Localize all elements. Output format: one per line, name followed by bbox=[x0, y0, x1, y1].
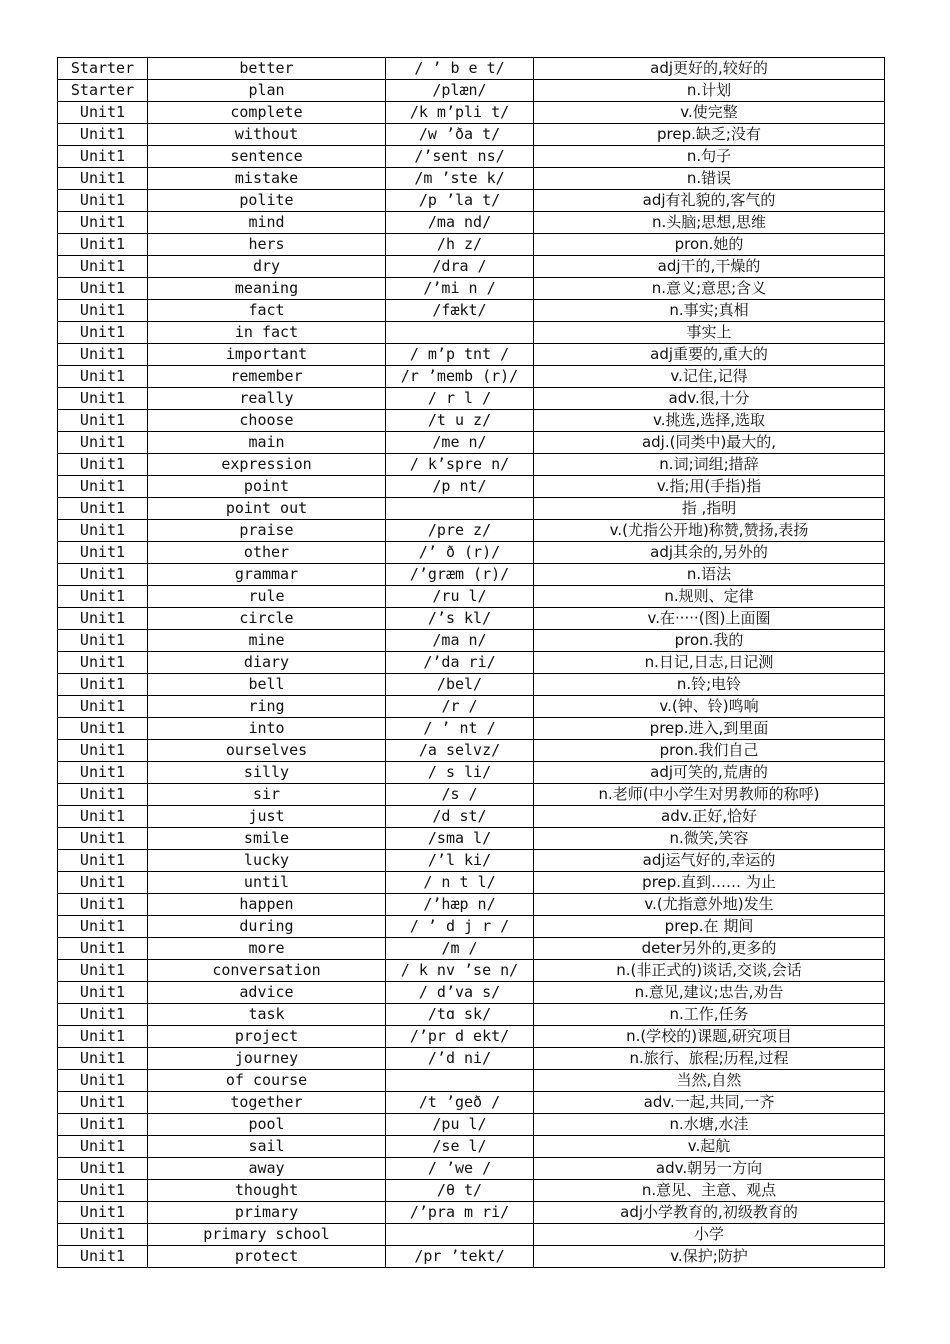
phonetic-cell: /tɑ sk/ bbox=[386, 1004, 534, 1026]
word-cell: happen bbox=[148, 894, 386, 916]
unit-cell: Unit1 bbox=[58, 608, 148, 630]
word-cell: complete bbox=[148, 102, 386, 124]
phonetic-cell: /r / bbox=[386, 696, 534, 718]
table-row bbox=[58, 498, 885, 520]
unit-cell: Unit1 bbox=[58, 190, 148, 212]
meaning-cell: n.计划 bbox=[534, 80, 885, 102]
table-row bbox=[58, 828, 885, 850]
word-cell: project bbox=[148, 1026, 386, 1048]
phonetic-cell bbox=[386, 498, 534, 520]
unit-cell: Unit1 bbox=[58, 960, 148, 982]
word-cell: other bbox=[148, 542, 386, 564]
unit-cell: Unit1 bbox=[58, 124, 148, 146]
unit-cell: Unit1 bbox=[58, 256, 148, 278]
phonetic-cell: /’græm (r)/ bbox=[386, 564, 534, 586]
table-row bbox=[58, 454, 885, 476]
phonetic-cell: / ’ b e t/ bbox=[386, 58, 534, 80]
unit-cell: Unit1 bbox=[58, 234, 148, 256]
phonetic-cell: /r ’memb (r)/ bbox=[386, 366, 534, 388]
meaning-cell: n.错误 bbox=[534, 168, 885, 190]
table-row bbox=[58, 1004, 885, 1026]
unit-cell: Unit1 bbox=[58, 762, 148, 784]
meaning-cell: n.意见、主意、观点 bbox=[534, 1180, 885, 1202]
table-row bbox=[58, 1180, 885, 1202]
phonetic-cell: /θ t/ bbox=[386, 1180, 534, 1202]
word-cell: more bbox=[148, 938, 386, 960]
phonetic-cell: / n t l/ bbox=[386, 872, 534, 894]
meaning-cell: v.使完整 bbox=[534, 102, 885, 124]
unit-cell: Unit1 bbox=[58, 146, 148, 168]
unit-cell: Unit1 bbox=[58, 542, 148, 564]
phonetic-cell: /’da ri/ bbox=[386, 652, 534, 674]
meaning-cell: n.老师(中小学生对男教师的称呼) bbox=[534, 784, 885, 806]
meaning-cell: pron.我的 bbox=[534, 630, 885, 652]
meaning-cell: adv.朝另一方向 bbox=[534, 1158, 885, 1180]
phonetic-cell: /’l ki/ bbox=[386, 850, 534, 872]
unit-cell: Unit1 bbox=[58, 850, 148, 872]
unit-cell: Unit1 bbox=[58, 586, 148, 608]
phonetic-cell: /ru l/ bbox=[386, 586, 534, 608]
phonetic-cell: /m ’ste k/ bbox=[386, 168, 534, 190]
unit-cell: Unit1 bbox=[58, 828, 148, 850]
unit-cell: Unit1 bbox=[58, 1136, 148, 1158]
table-row bbox=[58, 1092, 885, 1114]
unit-cell: Unit1 bbox=[58, 916, 148, 938]
word-cell: just bbox=[148, 806, 386, 828]
table-row bbox=[58, 564, 885, 586]
unit-cell: Unit1 bbox=[58, 476, 148, 498]
word-cell: into bbox=[148, 718, 386, 740]
word-cell: meaning bbox=[148, 278, 386, 300]
table-row bbox=[58, 212, 885, 234]
phonetic-cell: /’mi n / bbox=[386, 278, 534, 300]
word-cell: praise bbox=[148, 520, 386, 542]
phonetic-cell: /dra / bbox=[386, 256, 534, 278]
unit-cell: Unit1 bbox=[58, 1026, 148, 1048]
phonetic-cell: /w ’ða t/ bbox=[386, 124, 534, 146]
word-cell: grammar bbox=[148, 564, 386, 586]
phonetic-cell: / d’va s/ bbox=[386, 982, 534, 1004]
unit-cell: Unit1 bbox=[58, 454, 148, 476]
meaning-cell: n.微笑,笑容 bbox=[534, 828, 885, 850]
table-row bbox=[58, 674, 885, 696]
table-row bbox=[58, 322, 885, 344]
word-cell: sentence bbox=[148, 146, 386, 168]
word-cell: advice bbox=[148, 982, 386, 1004]
unit-cell: Unit1 bbox=[58, 520, 148, 542]
word-cell: primary bbox=[148, 1202, 386, 1224]
phonetic-cell: / m’p tnt / bbox=[386, 344, 534, 366]
meaning-cell: adj干的,干燥的 bbox=[534, 256, 885, 278]
meaning-cell: deter另外的,更多的 bbox=[534, 938, 885, 960]
table-row bbox=[58, 938, 885, 960]
meaning-cell: 指 ,指明 bbox=[534, 498, 885, 520]
table-row bbox=[58, 146, 885, 168]
word-cell: silly bbox=[148, 762, 386, 784]
phonetic-cell: /’pra m ri/ bbox=[386, 1202, 534, 1224]
table-row bbox=[58, 102, 885, 124]
phonetic-cell: /’s kl/ bbox=[386, 608, 534, 630]
phonetic-cell: /s / bbox=[386, 784, 534, 806]
meaning-cell: adv.正好,恰好 bbox=[534, 806, 885, 828]
table-row bbox=[58, 630, 885, 652]
meaning-cell: n.规则、定律 bbox=[534, 586, 885, 608]
phonetic-cell: /pu l/ bbox=[386, 1114, 534, 1136]
phonetic-cell: / s li/ bbox=[386, 762, 534, 784]
vocabulary-table-body bbox=[58, 58, 885, 1268]
word-cell: better bbox=[148, 58, 386, 80]
meaning-cell: n.意义;意思;含义 bbox=[534, 278, 885, 300]
word-cell: main bbox=[148, 432, 386, 454]
meaning-cell: adj可笑的,荒唐的 bbox=[534, 762, 885, 784]
table-row bbox=[58, 388, 885, 410]
meaning-cell: adv.一起,共同,一齐 bbox=[534, 1092, 885, 1114]
table-row bbox=[58, 520, 885, 542]
table-row bbox=[58, 652, 885, 674]
phonetic-cell bbox=[386, 1070, 534, 1092]
unit-cell: Unit1 bbox=[58, 344, 148, 366]
table-row bbox=[58, 476, 885, 498]
meaning-cell: prep.进入,到里面 bbox=[534, 718, 885, 740]
table-row bbox=[58, 542, 885, 564]
word-cell: sir bbox=[148, 784, 386, 806]
meaning-cell: n.词;词组;措辞 bbox=[534, 454, 885, 476]
word-cell: ourselves bbox=[148, 740, 386, 762]
table-row bbox=[58, 278, 885, 300]
word-cell: mistake bbox=[148, 168, 386, 190]
meaning-cell: n.事实;真相 bbox=[534, 300, 885, 322]
word-cell: mine bbox=[148, 630, 386, 652]
word-cell: sail bbox=[148, 1136, 386, 1158]
phonetic-cell: /t u z/ bbox=[386, 410, 534, 432]
phonetic-cell: / k nv ’se n/ bbox=[386, 960, 534, 982]
word-cell: primary school bbox=[148, 1224, 386, 1246]
phonetic-cell: /’ ð (r)/ bbox=[386, 542, 534, 564]
meaning-cell: v.起航 bbox=[534, 1136, 885, 1158]
phonetic-cell: / ’we / bbox=[386, 1158, 534, 1180]
unit-cell: Starter bbox=[58, 58, 148, 80]
meaning-cell: n.(非正式的)谈话,交谈,会话 bbox=[534, 960, 885, 982]
unit-cell: Unit1 bbox=[58, 564, 148, 586]
word-cell: thought bbox=[148, 1180, 386, 1202]
word-cell: conversation bbox=[148, 960, 386, 982]
meaning-cell: v.保护;防护 bbox=[534, 1246, 885, 1268]
meaning-cell: v.(钟、铃)鸣响 bbox=[534, 696, 885, 718]
phonetic-cell: /plæn/ bbox=[386, 80, 534, 102]
table-row bbox=[58, 894, 885, 916]
table-row bbox=[58, 300, 885, 322]
meaning-cell: v.挑选,选择,选取 bbox=[534, 410, 885, 432]
table-row bbox=[58, 960, 885, 982]
word-cell: point bbox=[148, 476, 386, 498]
meaning-cell: adj重要的,重大的 bbox=[534, 344, 885, 366]
table-row bbox=[58, 762, 885, 784]
table-row bbox=[58, 80, 885, 102]
table-row bbox=[58, 410, 885, 432]
word-cell: protect bbox=[148, 1246, 386, 1268]
meaning-cell: pron.她的 bbox=[534, 234, 885, 256]
phonetic-cell: /ma nd/ bbox=[386, 212, 534, 234]
phonetic-cell: /d st/ bbox=[386, 806, 534, 828]
meaning-cell: adj.(同类中)最大的, bbox=[534, 432, 885, 454]
word-cell: dry bbox=[148, 256, 386, 278]
table-row bbox=[58, 718, 885, 740]
phonetic-cell: /m / bbox=[386, 938, 534, 960]
table-row bbox=[58, 344, 885, 366]
table-row bbox=[58, 432, 885, 454]
phonetic-cell: /k m’pli t/ bbox=[386, 102, 534, 124]
meaning-cell: n.语法 bbox=[534, 564, 885, 586]
unit-cell: Unit1 bbox=[58, 300, 148, 322]
unit-cell: Unit1 bbox=[58, 696, 148, 718]
phonetic-cell: /p nt/ bbox=[386, 476, 534, 498]
phonetic-cell: /’d ni/ bbox=[386, 1048, 534, 1070]
table-row bbox=[58, 982, 885, 1004]
meaning-cell: v.指;用(手指)指 bbox=[534, 476, 885, 498]
table-row bbox=[58, 1114, 885, 1136]
unit-cell: Unit1 bbox=[58, 212, 148, 234]
unit-cell: Unit1 bbox=[58, 1070, 148, 1092]
table-row bbox=[58, 740, 885, 762]
unit-cell: Unit1 bbox=[58, 938, 148, 960]
meaning-cell: prep.直到…… 为止 bbox=[534, 872, 885, 894]
phonetic-cell: /pr ’tekt/ bbox=[386, 1246, 534, 1268]
table-row bbox=[58, 1202, 885, 1224]
table-row bbox=[58, 1136, 885, 1158]
phonetic-cell: / k’spre n/ bbox=[386, 454, 534, 476]
word-cell: point out bbox=[148, 498, 386, 520]
meaning-cell: n.日记,日志,日记测 bbox=[534, 652, 885, 674]
meaning-cell: 小学 bbox=[534, 1224, 885, 1246]
word-cell: polite bbox=[148, 190, 386, 212]
word-cell: bell bbox=[148, 674, 386, 696]
word-cell: rule bbox=[148, 586, 386, 608]
word-cell: of course bbox=[148, 1070, 386, 1092]
unit-cell: Unit1 bbox=[58, 894, 148, 916]
unit-cell: Unit1 bbox=[58, 1202, 148, 1224]
table-row bbox=[58, 234, 885, 256]
word-cell: in fact bbox=[148, 322, 386, 344]
unit-cell: Unit1 bbox=[58, 278, 148, 300]
phonetic-cell: /’hæp n/ bbox=[386, 894, 534, 916]
meaning-cell: n.工作,任务 bbox=[534, 1004, 885, 1026]
meaning-cell: 当然,自然 bbox=[534, 1070, 885, 1092]
table-row bbox=[58, 872, 885, 894]
phonetic-cell bbox=[386, 1224, 534, 1246]
meaning-cell: v.在·····(图)上面圈 bbox=[534, 608, 885, 630]
unit-cell: Unit1 bbox=[58, 168, 148, 190]
unit-cell: Unit1 bbox=[58, 1092, 148, 1114]
table-row bbox=[58, 124, 885, 146]
word-cell: important bbox=[148, 344, 386, 366]
meaning-cell: pron.我们自己 bbox=[534, 740, 885, 762]
table-row bbox=[58, 696, 885, 718]
phonetic-cell: /pre z/ bbox=[386, 520, 534, 542]
unit-cell: Unit1 bbox=[58, 102, 148, 124]
table-row bbox=[58, 1224, 885, 1246]
table-row bbox=[58, 784, 885, 806]
unit-cell: Unit1 bbox=[58, 674, 148, 696]
unit-cell: Unit1 bbox=[58, 366, 148, 388]
unit-cell: Starter bbox=[58, 80, 148, 102]
word-cell: fact bbox=[148, 300, 386, 322]
unit-cell: Unit1 bbox=[58, 630, 148, 652]
word-cell: choose bbox=[148, 410, 386, 432]
unit-cell: Unit1 bbox=[58, 1048, 148, 1070]
table-row bbox=[58, 1048, 885, 1070]
phonetic-cell bbox=[386, 322, 534, 344]
unit-cell: Unit1 bbox=[58, 872, 148, 894]
unit-cell: Unit1 bbox=[58, 388, 148, 410]
meaning-cell: adj其余的,另外的 bbox=[534, 542, 885, 564]
phonetic-cell: /ma n/ bbox=[386, 630, 534, 652]
table-row bbox=[58, 366, 885, 388]
word-cell: lucky bbox=[148, 850, 386, 872]
table-row bbox=[58, 1070, 885, 1092]
word-cell: expression bbox=[148, 454, 386, 476]
table-row bbox=[58, 58, 885, 80]
phonetic-cell: / ’ nt / bbox=[386, 718, 534, 740]
table-row bbox=[58, 608, 885, 630]
unit-cell: Unit1 bbox=[58, 1180, 148, 1202]
word-cell: until bbox=[148, 872, 386, 894]
meaning-cell: adj运气好的,幸运的 bbox=[534, 850, 885, 872]
phonetic-cell: /h z/ bbox=[386, 234, 534, 256]
unit-cell: Unit1 bbox=[58, 1004, 148, 1026]
unit-cell: Unit1 bbox=[58, 1224, 148, 1246]
meaning-cell: adj更好的,较好的 bbox=[534, 58, 885, 80]
table-row bbox=[58, 1246, 885, 1268]
word-cell: circle bbox=[148, 608, 386, 630]
unit-cell: Unit1 bbox=[58, 1114, 148, 1136]
word-cell: hers bbox=[148, 234, 386, 256]
phonetic-cell: /t ’geð / bbox=[386, 1092, 534, 1114]
unit-cell: Unit1 bbox=[58, 740, 148, 762]
unit-cell: Unit1 bbox=[58, 652, 148, 674]
phonetic-cell: /’pr d ekt/ bbox=[386, 1026, 534, 1048]
phonetic-cell: /fækt/ bbox=[386, 300, 534, 322]
unit-cell: Unit1 bbox=[58, 784, 148, 806]
word-cell: pool bbox=[148, 1114, 386, 1136]
unit-cell: Unit1 bbox=[58, 806, 148, 828]
meaning-cell: n.(学校的)课题,研究项目 bbox=[534, 1026, 885, 1048]
meaning-cell: adv.很,十分 bbox=[534, 388, 885, 410]
table-row bbox=[58, 1158, 885, 1180]
unit-cell: Unit1 bbox=[58, 1158, 148, 1180]
word-cell: really bbox=[148, 388, 386, 410]
table-row bbox=[58, 1026, 885, 1048]
word-cell: plan bbox=[148, 80, 386, 102]
meaning-cell: prep.缺乏;没有 bbox=[534, 124, 885, 146]
table-row bbox=[58, 190, 885, 212]
phonetic-cell: /se l/ bbox=[386, 1136, 534, 1158]
unit-cell: Unit1 bbox=[58, 718, 148, 740]
table-row bbox=[58, 256, 885, 278]
table-row bbox=[58, 806, 885, 828]
phonetic-cell: /sma l/ bbox=[386, 828, 534, 850]
phonetic-cell: /’sent ns/ bbox=[386, 146, 534, 168]
table-row bbox=[58, 586, 885, 608]
phonetic-cell: / ’ d j r / bbox=[386, 916, 534, 938]
word-cell: smile bbox=[148, 828, 386, 850]
vocabulary-table bbox=[57, 57, 885, 1268]
phonetic-cell: /me n/ bbox=[386, 432, 534, 454]
word-cell: during bbox=[148, 916, 386, 938]
table-row bbox=[58, 168, 885, 190]
phonetic-cell: /p ’la t/ bbox=[386, 190, 534, 212]
table-row bbox=[58, 916, 885, 938]
table-row bbox=[58, 850, 885, 872]
word-cell: together bbox=[148, 1092, 386, 1114]
phonetic-cell: /a selvz/ bbox=[386, 740, 534, 762]
unit-cell: Unit1 bbox=[58, 432, 148, 454]
meaning-cell: n.头脑;思想,思维 bbox=[534, 212, 885, 234]
word-cell: task bbox=[148, 1004, 386, 1026]
meaning-cell: n.铃;电铃 bbox=[534, 674, 885, 696]
phonetic-cell: / r l / bbox=[386, 388, 534, 410]
meaning-cell: v.记住,记得 bbox=[534, 366, 885, 388]
word-cell: remember bbox=[148, 366, 386, 388]
unit-cell: Unit1 bbox=[58, 1246, 148, 1268]
meaning-cell: prep.在 期间 bbox=[534, 916, 885, 938]
unit-cell: Unit1 bbox=[58, 322, 148, 344]
unit-cell: Unit1 bbox=[58, 410, 148, 432]
unit-cell: Unit1 bbox=[58, 982, 148, 1004]
word-cell: diary bbox=[148, 652, 386, 674]
meaning-cell: n.意见,建议;忠告,劝告 bbox=[534, 982, 885, 1004]
word-cell: mind bbox=[148, 212, 386, 234]
meaning-cell: 事实上 bbox=[534, 322, 885, 344]
word-cell: away bbox=[148, 1158, 386, 1180]
unit-cell: Unit1 bbox=[58, 498, 148, 520]
phonetic-cell: /bel/ bbox=[386, 674, 534, 696]
meaning-cell: v.(尤指公开地)称赞,赞扬,表扬 bbox=[534, 520, 885, 542]
word-cell: without bbox=[148, 124, 386, 146]
meaning-cell: adj有礼貌的,客气的 bbox=[534, 190, 885, 212]
meaning-cell: n.句子 bbox=[534, 146, 885, 168]
meaning-cell: n.旅行、旅程;历程,过程 bbox=[534, 1048, 885, 1070]
meaning-cell: v.(尤指意外地)发生 bbox=[534, 894, 885, 916]
word-cell: ring bbox=[148, 696, 386, 718]
word-cell: journey bbox=[148, 1048, 386, 1070]
meaning-cell: n.水塘,水洼 bbox=[534, 1114, 885, 1136]
meaning-cell: adj小学教育的,初级教育的 bbox=[534, 1202, 885, 1224]
